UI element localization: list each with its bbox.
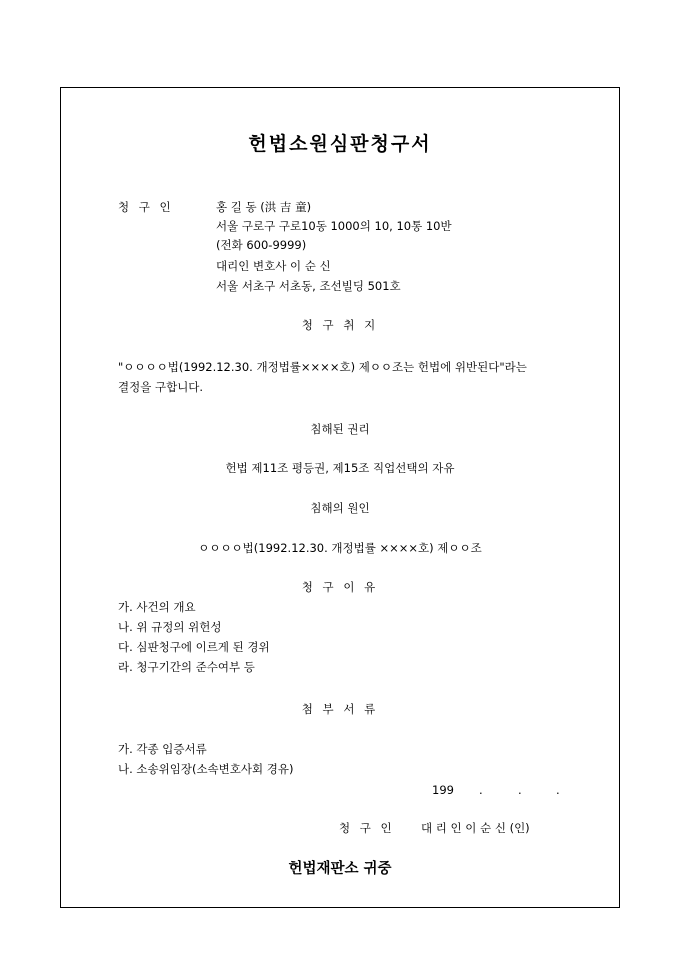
cause-heading: 침해의 원인: [310, 501, 370, 515]
date-year: 199: [432, 783, 454, 797]
reasons-heading: 청 구 이 유: [301, 580, 379, 594]
date-dot: .: [556, 783, 560, 797]
cause-text: ㅇㅇㅇㅇ법(1992.12.30. 개정법률 ××××호) 제ㅇㅇ조: [198, 541, 482, 555]
claimant-label: 청 구 인: [118, 200, 174, 214]
reason-item: 나. 위 규정의 위헌성: [118, 620, 222, 634]
date-dot: .: [518, 783, 522, 797]
document-title: 헌법소원심판청구서: [248, 133, 432, 155]
attachment-item: 가. 각종 입증서류: [118, 742, 207, 756]
claimant-address: 서울 구로구 구로10동 1000의 10, 10통 10반: [216, 219, 452, 233]
infringed-rights-heading: 침해된 권리: [310, 422, 370, 436]
attachments-heading: 첨 부 서 류: [301, 702, 379, 716]
claimant-name: 홍 길 동 (洪 吉 童): [216, 200, 312, 214]
reason-item: 가. 사건의 개요: [118, 600, 196, 614]
signature-label: 청 구 인: [339, 821, 395, 835]
addressee: 헌법재판소 귀중: [288, 860, 392, 877]
date-dot: .: [479, 783, 483, 797]
claimant-agent: 대리인 변호사 이 순 신: [216, 259, 331, 273]
reason-item: 다. 심판청구에 이르게 된 경위: [118, 640, 270, 654]
purpose-line-2: 결정을 구합니다.: [118, 380, 204, 394]
purpose-heading: 청 구 취 지: [301, 318, 379, 332]
infringed-rights-text: 헌법 제11조 평등권, 제15조 직업선택의 자유: [225, 461, 455, 475]
agent-address: 서울 서초구 서초동, 조선빌딩 501호: [216, 279, 401, 293]
reason-item: 라. 청구기간의 준수여부 등: [118, 660, 255, 674]
purpose-line-1: "ㅇㅇㅇㅇ법(1992.12.30. 개정법률××××호) 제ㅇㅇ조는 헌법에 위반된다"라는: [118, 360, 527, 374]
attachment-item: 나. 소송위임장(소속변호사회 경유): [118, 762, 294, 776]
signature-agent: 대 리 인 이 순 신 (인): [421, 821, 530, 835]
claimant-phone: (전화 600-9999): [216, 238, 307, 252]
